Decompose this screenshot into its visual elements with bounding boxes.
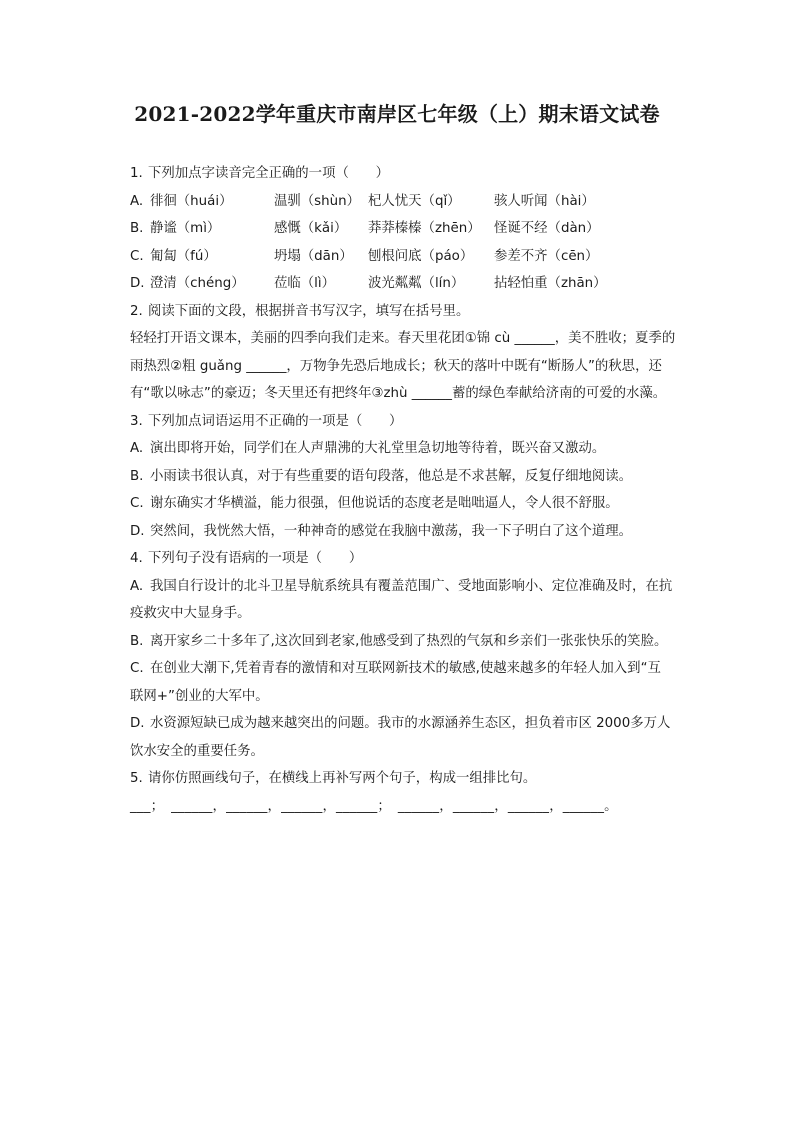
option-item: 莽莽榛榛（zhēn）: [368, 221, 481, 236]
option-letter: A.: [130, 193, 144, 209]
question-number: 3.: [130, 413, 143, 429]
option-letter: A.: [130, 578, 144, 594]
question-1-option-b: [130, 215, 696, 243]
page-title: 2021-2022学年重庆市南岸区七年级（上）期末语文试卷: [134, 102, 660, 126]
question-2-stem: [130, 298, 696, 326]
passage-line: 轻轻打开语文课本，美丽的四季向我们走来。春天里花团①锦 cù ______，美不胜收；夏季的: [130, 331, 676, 346]
question-4-option-b: [130, 628, 696, 656]
passage-line: 雨热烈②粗 guǎng ______，万物争先恐后地成长；秋天的落叶中既有“断肠人”的秋思，还: [130, 358, 662, 374]
option-item: 静谧（mì）: [150, 221, 221, 236]
passage-line: 有“歌以咏志”的豪迈；冬天里还有把终年③zhù ______蓄的绿色奉献给济南的可爱的水藻。: [130, 386, 667, 401]
option-letter: C.: [130, 661, 144, 676]
answer-blanks[interactable]: ___； ______，______，______，______； ______，______，______，______。: [130, 798, 618, 814]
question-5-stem: [130, 765, 696, 793]
question-4-option-a-cont: 疫救灾中大显身手。: [130, 606, 251, 621]
question-3-option-a: [130, 435, 696, 463]
option-item: 刨根问底（páo）: [368, 248, 474, 264]
option-item: 骇人听闻（hài）: [494, 193, 595, 209]
question-number: 4.: [130, 551, 143, 566]
option-text: 突然间，我恍然大悟，一种神奇的感觉在我脑中激荡，我一下子明白了这个道理。: [150, 523, 633, 539]
option-item: 波光粼粼（lín）: [368, 276, 465, 291]
option-letter: D.: [130, 523, 145, 539]
option-letter: C.: [130, 496, 144, 511]
question-4-option-c: [130, 655, 696, 683]
question-3-option-b: [130, 463, 696, 491]
question-4-option-d: [130, 710, 696, 738]
option-text: 演出即将开始，同学们在人声鼎沸的大礼堂里急切地等待着，既兴奋又激动。: [150, 441, 606, 456]
question-3-option-d: [130, 518, 696, 546]
question-4-option-c-cont: 联网+”创业的大军中。: [130, 688, 269, 704]
option-text: 我国自行设计的北斗卫星导航系统具有覆盖范围广、受地面影响小、定位准确及时，在抗: [150, 578, 673, 594]
question-text: 下列加点字读音完全正确的一项（ ）: [148, 166, 390, 181]
option-item: 拈轻怕重（zhān）: [494, 276, 607, 291]
option-item: 坍塌（dān）: [274, 248, 353, 264]
question-text: 下列句子没有语病的一项是（ ）: [148, 551, 363, 566]
option-text: 小雨读书很认真，对于有些重要的语句段落，他总是不求甚解，反复仔细地阅读。: [150, 468, 633, 484]
option-text: 离开家乡二十多年了,这次回到老家,他感受到了热烈的气氛和乡亲们一张张快乐的笑脸。: [150, 633, 668, 649]
option-letter: B.: [130, 468, 144, 484]
option-letter: A.: [130, 441, 144, 456]
option-letter: C.: [130, 248, 144, 264]
option-item: 参差不齐（cēn）: [494, 248, 599, 264]
option-text: 水资源短缺已成为越来越突出的问题。我市的水源涵养生态区，担负着市区 2000多万人: [150, 716, 671, 731]
option-item: 温驯（shùn）: [274, 193, 360, 209]
question-4-option-d-cont: 饮水安全的重要任务。: [130, 743, 264, 759]
question-3-stem: [130, 408, 696, 436]
question-1-stem: [130, 160, 696, 188]
option-letter: B.: [130, 633, 144, 649]
question-number: 5.: [130, 771, 143, 786]
question-1-option-c: [130, 243, 696, 271]
option-text: 在创业大潮下,凭着青春的激情和对互联网新技术的敏感,使越来越多的年轻人加入到“互: [150, 661, 661, 676]
question-number: 1.: [130, 166, 143, 181]
option-item: 莅临（lì）: [274, 276, 336, 291]
option-letter: D.: [130, 716, 145, 731]
option-item: 匍匐（fú）: [150, 248, 217, 264]
question-4-option-a: [130, 573, 696, 601]
option-letter: D.: [130, 276, 145, 291]
question-text: 请你仿照画线句子，在横线上再补写两个句子，构成一组排比句。: [148, 771, 537, 786]
option-item: 怪诞不经（dàn）: [494, 221, 600, 236]
option-text: 谢东确实才华横溢，能力很强，但他说话的态度老是咄咄逼人，令人很不舒服。: [150, 496, 619, 511]
question-3-option-c: [130, 490, 696, 518]
question-4-stem: [130, 545, 696, 573]
question-text: 阅读下面的文段，根据拼音书写汉字，填写在括号里。: [148, 303, 470, 319]
question-1-option-a: [130, 188, 696, 216]
option-item: 澄清（chéng）: [150, 276, 245, 291]
question-1-option-d: [130, 270, 696, 298]
exam-content: [130, 160, 696, 820]
option-item: 杞人忧天（qǐ）: [368, 193, 461, 209]
option-item: 感慨（kǎi）: [274, 221, 348, 236]
option-letter: B.: [130, 221, 144, 236]
option-item: 徘徊（huái）: [150, 193, 233, 209]
question-text: 下列加点词语运用不正确的一项是（ ）: [148, 413, 403, 429]
question-number: 2.: [130, 303, 143, 319]
